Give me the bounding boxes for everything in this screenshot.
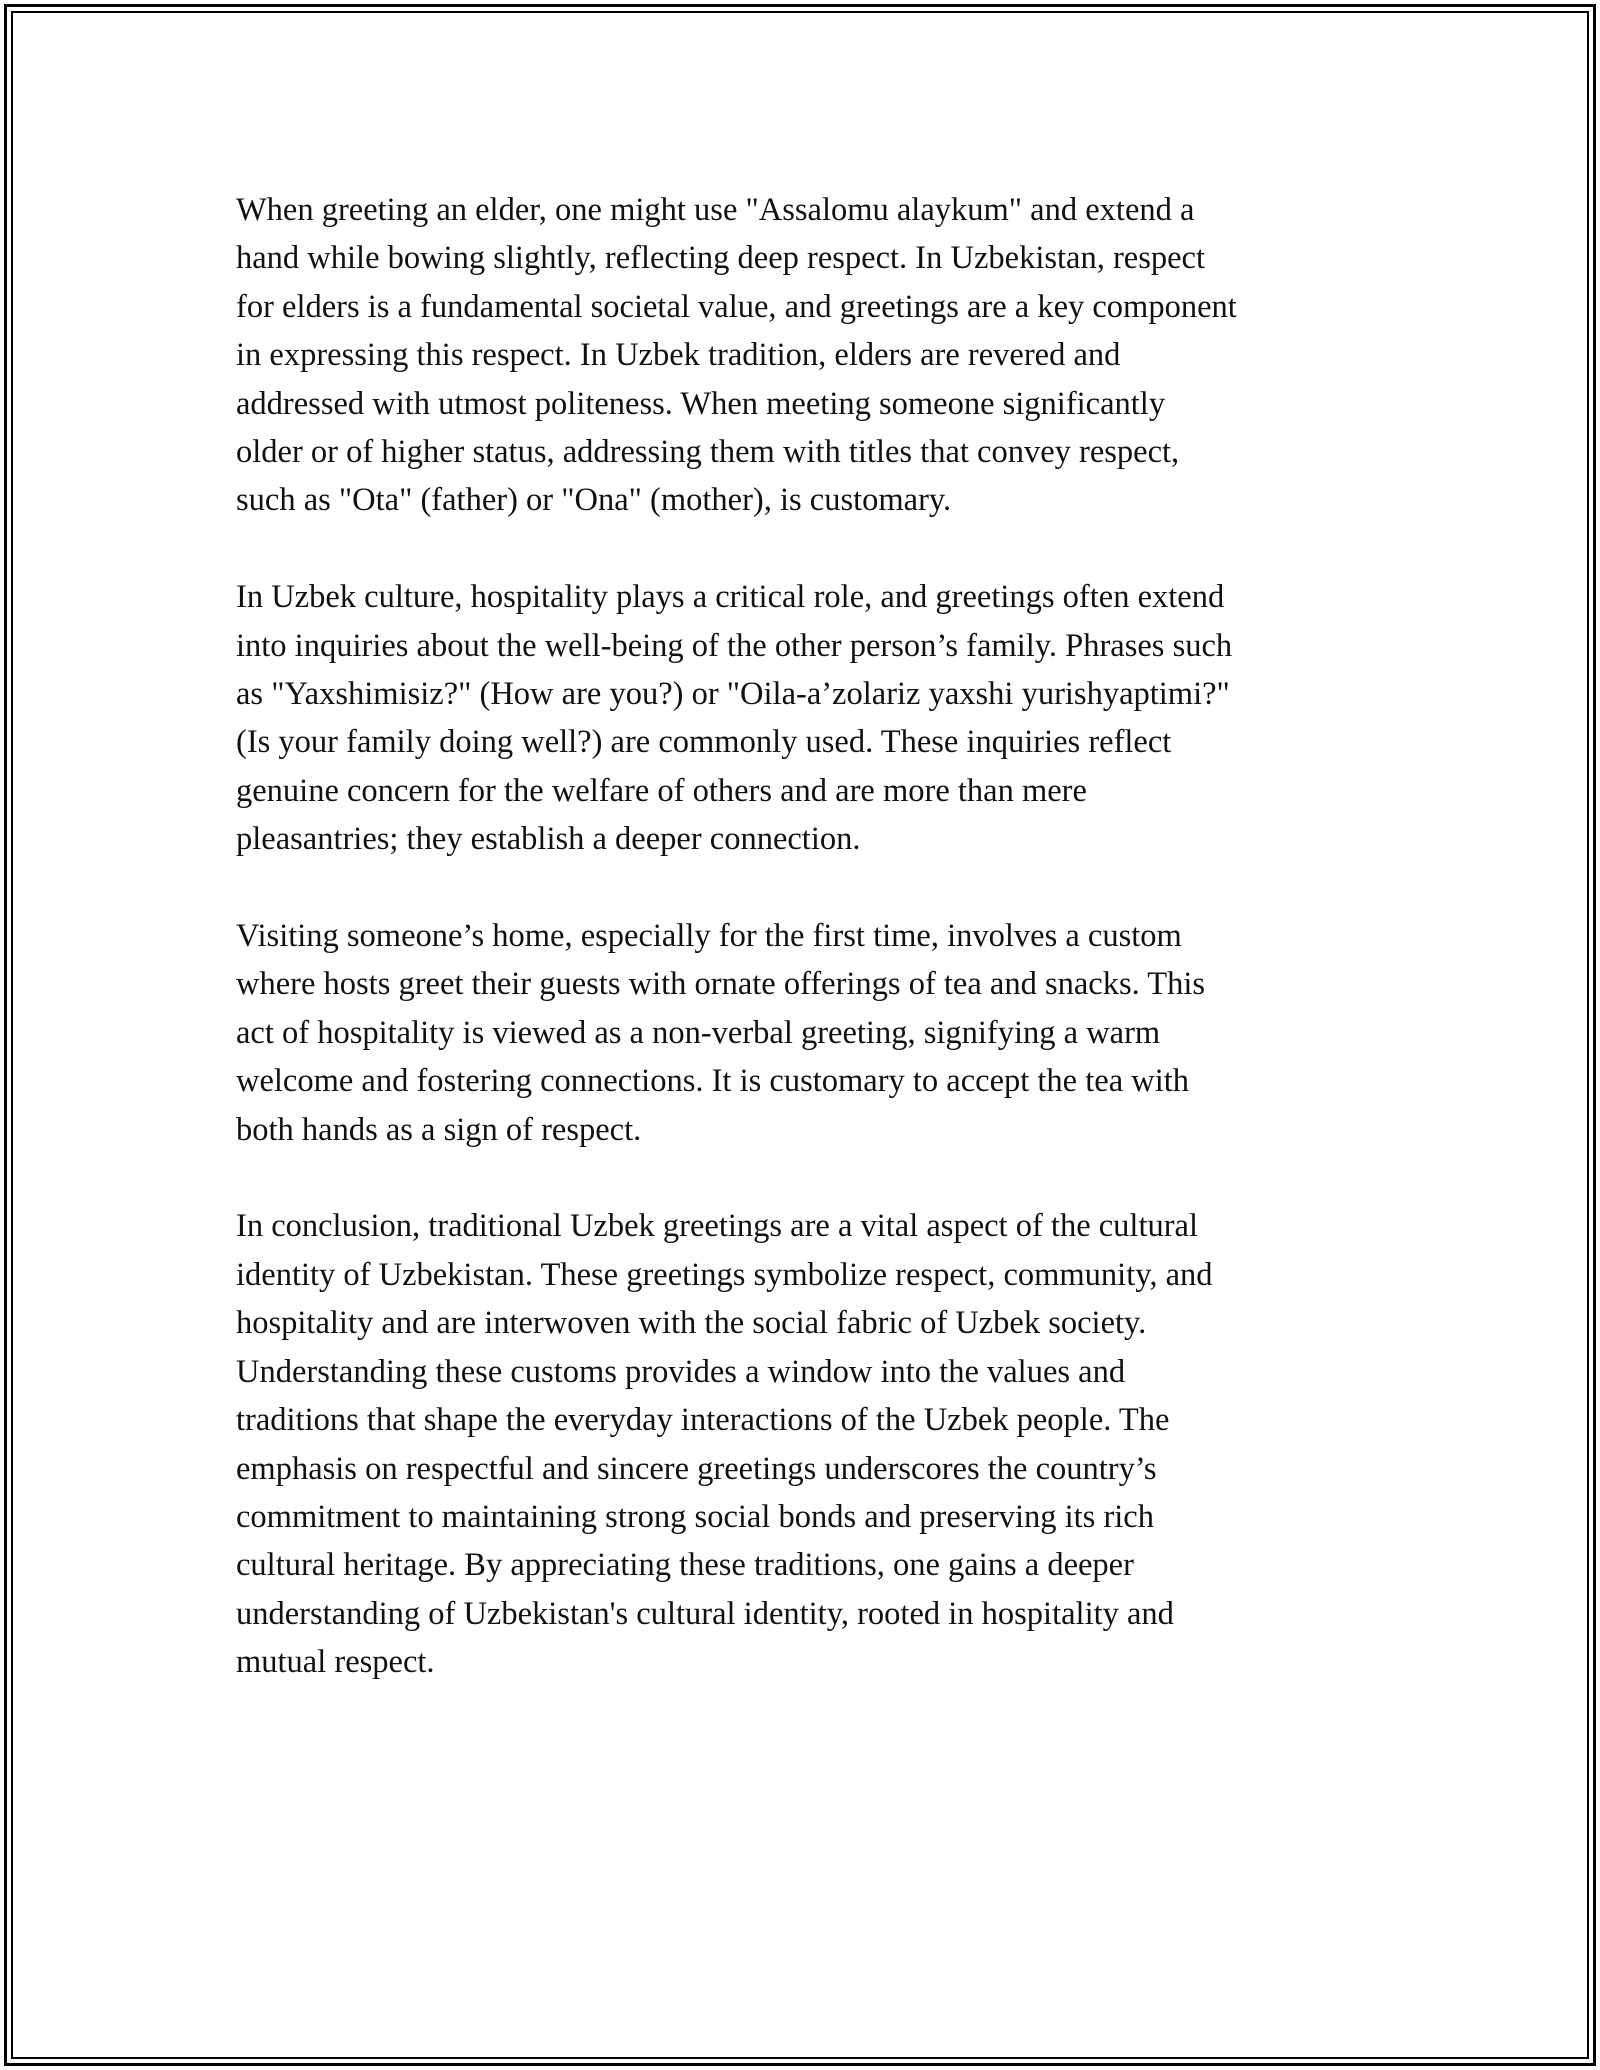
text-line: into inquiries about the well-being of the other person’s family. Phrases such — [236, 627, 1233, 664]
text-line: act of hospitality is viewed as a non-verbal greeting, signifying a warm — [236, 1014, 1161, 1051]
text-line: (Is your family doing well?) are commonly used. These inquiries reflect — [236, 724, 1172, 761]
text-line: traditions that shape the everyday interactions of the Uzbek people. The — [236, 1402, 1170, 1439]
text-line: welcome and fostering connections. It is customary to accept the tea with — [236, 1063, 1190, 1100]
text-line: cultural heritage. By appreciating these traditions, one gains a deeper — [236, 1547, 1134, 1584]
text-line: identity of Uzbekistan. These greetings symbolize respect, community, and — [236, 1256, 1213, 1293]
text-line: genuine concern for the welfare of others and are more than mere — [236, 772, 1087, 809]
text-line: older or of higher status, addressing them with titles that convey respect, — [236, 434, 1180, 471]
text-line: hospitality and are interwoven with the social fabric of Uzbek society. — [236, 1305, 1147, 1342]
text-line: In conclusion, traditional Uzbek greetings are a vital aspect of the cultural — [236, 1208, 1199, 1245]
text-line: both hands as a sign of respect. — [236, 1111, 642, 1148]
document-body — [236, 186, 1386, 1735]
text-line: pleasantries; they establish a deeper connection. — [236, 821, 861, 858]
paragraph-conclusion — [236, 1202, 1386, 1686]
text-line: in expressing this respect. In Uzbek tradition, elders are revered and — [236, 337, 1121, 374]
text-line: hand while bowing slightly, reflecting deep respect. In Uzbekistan, respect — [236, 240, 1205, 277]
text-line: When greeting an elder, one might use "Assalomu alaykum" and extend a — [236, 192, 1195, 228]
paragraph-hospitality-inquiries — [236, 573, 1386, 863]
text-line: for elders is a fundamental societal value, and greetings are a key component — [236, 288, 1237, 325]
text-line: Understanding these customs provides a window into the values and — [236, 1353, 1126, 1390]
text-line: such as "Ota" (father) or "Ona" (mother), is customary. — [236, 482, 952, 519]
text-line: addressed with utmost politeness. When meeting someone significantly — [236, 385, 1166, 422]
text-line: understanding of Uzbekistan's cultural identity, rooted in hospitality and — [236, 1595, 1174, 1632]
text-line: emphasis on respectful and sincere greetings underscores the country’s — [236, 1450, 1157, 1487]
text-line: commitment to maintaining strong social bonds and preserving its rich — [236, 1498, 1154, 1535]
paragraph-home-visits — [236, 912, 1386, 1154]
text-line: as "Yaxshimisiz?" (How are you?) or "Oila-a’zolariz yaxshi yurishyaptimi?" — [236, 676, 1230, 713]
text-line: Visiting someone’s home, especially for the first time, involves a custom — [236, 918, 1182, 955]
text-line: In Uzbek culture, hospitality plays a critical role, and greetings often extend — [236, 579, 1225, 616]
text-line: where hosts greet their guests with ornate offerings of tea and snacks. This — [236, 966, 1206, 1003]
paragraph-elder-greetings — [236, 186, 1386, 525]
text-line: mutual respect. — [236, 1644, 435, 1681]
